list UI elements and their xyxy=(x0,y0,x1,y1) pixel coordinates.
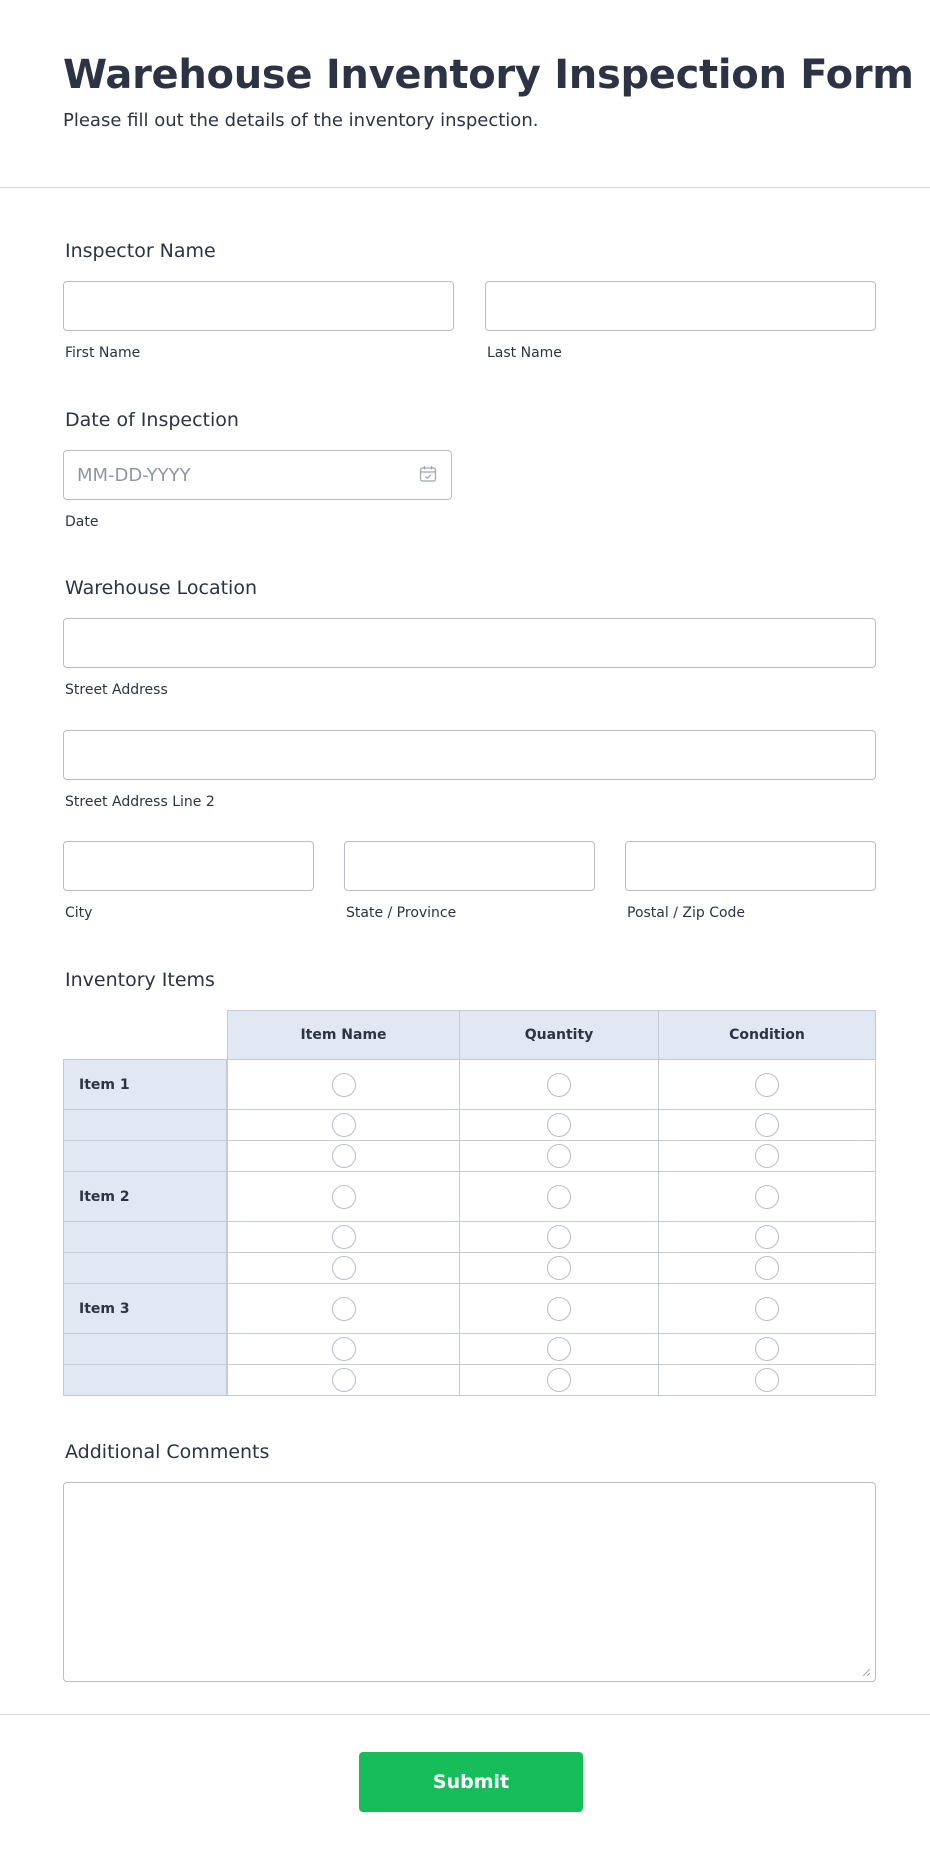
column-header-condition: Condition xyxy=(658,1010,876,1060)
matrix-radio-item-name[interactable] xyxy=(332,1337,356,1361)
row-label: Item 2 xyxy=(63,1171,227,1222)
row-label xyxy=(63,1109,227,1141)
matrix-cell xyxy=(658,1333,876,1365)
matrix-cell xyxy=(459,1333,659,1365)
form-title: Warehouse Inventory Inspection Form xyxy=(63,52,914,98)
matrix-cell xyxy=(459,1252,659,1284)
matrix-radio-condition[interactable] xyxy=(755,1225,779,1249)
additional-comments-textarea[interactable] xyxy=(63,1482,876,1682)
matrix-radio-condition[interactable] xyxy=(755,1256,779,1280)
first-name-sublabel: First Name xyxy=(65,345,141,361)
matrix-radio-item-name[interactable] xyxy=(332,1113,356,1137)
last-name-sublabel: Last Name xyxy=(487,345,562,361)
matrix-cell xyxy=(227,1109,460,1141)
row-label: Item 1 xyxy=(63,1059,227,1110)
postal-zip-field[interactable] xyxy=(625,841,876,891)
matrix-radio-item-name[interactable] xyxy=(332,1297,356,1321)
street-address-field[interactable] xyxy=(63,618,876,668)
matrix-radio-quantity[interactable] xyxy=(547,1368,571,1392)
row-label xyxy=(63,1364,227,1396)
matrix-radio-quantity[interactable] xyxy=(547,1113,571,1137)
matrix-cell xyxy=(658,1059,876,1110)
matrix-radio-condition[interactable] xyxy=(755,1337,779,1361)
matrix-cell xyxy=(459,1109,659,1141)
matrix-radio-quantity[interactable] xyxy=(547,1073,571,1097)
city-sublabel: City xyxy=(65,905,93,921)
matrix-radio-condition[interactable] xyxy=(755,1113,779,1137)
calendar-icon[interactable] xyxy=(419,465,437,483)
matrix-cell xyxy=(459,1059,659,1110)
submit-button[interactable]: Submit xyxy=(359,1752,583,1812)
row-label xyxy=(63,1221,227,1253)
additional-comments-label: Additional Comments xyxy=(65,1441,270,1463)
matrix-cell xyxy=(227,1283,460,1334)
street-address-sublabel: Street Address xyxy=(65,682,168,698)
matrix-radio-condition[interactable] xyxy=(755,1297,779,1321)
matrix-cell xyxy=(227,1221,460,1253)
matrix-cell xyxy=(459,1171,659,1222)
matrix-cell xyxy=(658,1140,876,1172)
matrix-cell xyxy=(459,1140,659,1172)
matrix-cell xyxy=(227,1140,460,1172)
state-province-field[interactable] xyxy=(344,841,595,891)
street-address-line2-sublabel: Street Address Line 2 xyxy=(65,794,215,810)
inventory-matrix xyxy=(63,1010,876,1395)
resize-handle-icon[interactable] xyxy=(861,1667,871,1677)
matrix-cell xyxy=(459,1221,659,1253)
matrix-radio-condition[interactable] xyxy=(755,1185,779,1209)
matrix-cell xyxy=(227,1333,460,1365)
matrix-cell xyxy=(459,1283,659,1334)
matrix-cell xyxy=(658,1171,876,1222)
street-address-line2-field[interactable] xyxy=(63,730,876,780)
inventory-items-label: Inventory Items xyxy=(65,969,215,991)
column-header-item-name: Item Name xyxy=(227,1010,460,1060)
form-header xyxy=(0,0,930,188)
matrix-cell xyxy=(227,1364,460,1396)
matrix-cell xyxy=(227,1171,460,1222)
postal-zip-sublabel: Postal / Zip Code xyxy=(627,905,746,921)
matrix-radio-quantity[interactable] xyxy=(547,1185,571,1209)
row-label: Item 3 xyxy=(63,1283,227,1334)
first-name-field[interactable] xyxy=(63,281,454,331)
matrix-radio-condition[interactable] xyxy=(755,1144,779,1168)
matrix-radio-item-name[interactable] xyxy=(332,1144,356,1168)
matrix-cell xyxy=(658,1252,876,1284)
last-name-field[interactable] xyxy=(485,281,876,331)
matrix-cell xyxy=(658,1364,876,1396)
matrix-radio-condition[interactable] xyxy=(755,1368,779,1392)
matrix-radio-condition[interactable] xyxy=(755,1073,779,1097)
date-input[interactable] xyxy=(63,450,452,500)
matrix-radio-item-name[interactable] xyxy=(332,1256,356,1280)
footer-divider xyxy=(0,1714,930,1715)
row-label xyxy=(63,1333,227,1365)
city-field[interactable] xyxy=(63,841,314,891)
matrix-cell xyxy=(658,1283,876,1334)
matrix-radio-item-name[interactable] xyxy=(332,1185,356,1209)
matrix-cell xyxy=(227,1059,460,1110)
matrix-radio-item-name[interactable] xyxy=(332,1073,356,1097)
column-header-quantity: Quantity xyxy=(459,1010,659,1060)
state-province-sublabel: State / Province xyxy=(346,905,457,921)
matrix-radio-quantity[interactable] xyxy=(547,1337,571,1361)
matrix-cell xyxy=(658,1221,876,1253)
row-label xyxy=(63,1252,227,1284)
matrix-radio-quantity[interactable] xyxy=(547,1144,571,1168)
matrix-radio-quantity[interactable] xyxy=(547,1297,571,1321)
matrix-radio-quantity[interactable] xyxy=(547,1256,571,1280)
matrix-radio-quantity[interactable] xyxy=(547,1225,571,1249)
date-of-inspection-label: Date of Inspection xyxy=(65,409,239,431)
date-sublabel: Date xyxy=(65,514,99,530)
matrix-radio-item-name[interactable] xyxy=(332,1368,356,1392)
matrix-radio-item-name[interactable] xyxy=(332,1225,356,1249)
matrix-cell xyxy=(227,1252,460,1284)
row-label xyxy=(63,1140,227,1172)
matrix-cell xyxy=(658,1109,876,1141)
matrix-cell xyxy=(459,1364,659,1396)
inspector-name-label: Inspector Name xyxy=(65,240,216,262)
warehouse-location-label: Warehouse Location xyxy=(65,577,257,599)
form-subtitle: Please fill out the details of the inventory inspection. xyxy=(63,110,539,131)
